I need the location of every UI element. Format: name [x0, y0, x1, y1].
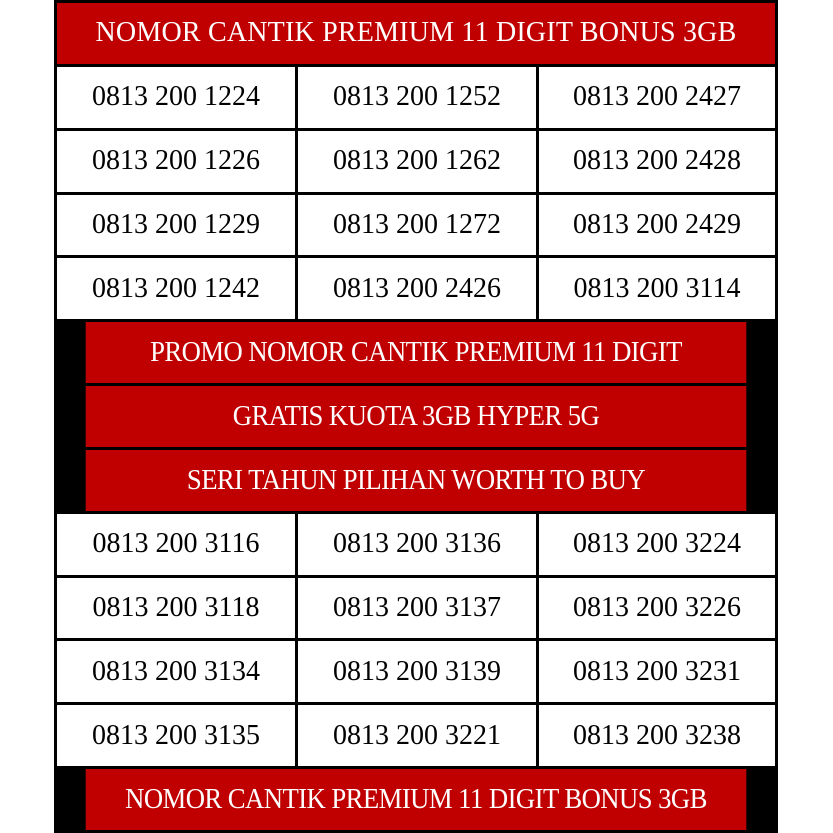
series-banner — [86, 450, 747, 511]
phone-number-cell: 0813 200 1262 — [298, 131, 536, 192]
phone-number-cell: 0813 200 3134 — [57, 641, 295, 702]
phone-number-cell: 0813 200 3226 — [539, 578, 775, 639]
phone-number-cell: 0813 200 3118 — [57, 578, 295, 639]
bonus-quota-banner-text: GRATIS KUOTA 3GB HYPER 5G — [232, 399, 600, 432]
phone-number-cell: 0813 200 1229 — [57, 195, 295, 256]
phone-number-cell: 0813 200 3139 — [298, 641, 536, 702]
phone-number-cell: 0813 200 1252 — [298, 67, 536, 128]
promo-banner — [86, 322, 747, 383]
footer-banner-text: NOMOR CANTIK PREMIUM 11 DIGIT BONUS 3GB — [125, 783, 707, 816]
number-listing-board — [54, 0, 778, 833]
phone-number-cell: 0813 200 2429 — [539, 195, 775, 256]
phone-number-cell: 0813 200 3224 — [539, 514, 775, 575]
phone-number-cell: 0813 200 2426 — [298, 258, 536, 319]
table-row — [57, 641, 775, 702]
phone-number-cell: 0813 200 3137 — [298, 578, 536, 639]
phone-number-cell: 0813 200 2427 — [539, 67, 775, 128]
bonus-quota-banner — [86, 386, 747, 447]
header-banner — [57, 3, 775, 64]
phone-number-cell: 0813 200 3116 — [57, 514, 295, 575]
table-row — [57, 514, 775, 575]
table-row — [57, 131, 775, 192]
phone-number-cell: 0813 200 3114 — [539, 258, 775, 319]
header-banner-text: NOMOR CANTIK PREMIUM 11 DIGIT BONUS 3GB — [95, 17, 737, 49]
phone-number-cell: 0813 200 3135 — [57, 705, 295, 766]
table-row — [57, 195, 775, 256]
phone-number-cell: 0813 200 3221 — [298, 705, 536, 766]
table-row — [57, 258, 775, 319]
table-row — [57, 67, 775, 128]
series-banner-text: SERI TAHUN PILIHAN WORTH TO BUY — [186, 463, 646, 496]
table-row — [57, 578, 775, 639]
phone-number-cell: 0813 200 1226 — [57, 131, 295, 192]
phone-number-cell: 0813 200 3238 — [539, 705, 775, 766]
promo-banner-text: PROMO NOMOR CANTIK PREMIUM 11 DIGIT — [150, 336, 682, 369]
phone-number-cell: 0813 200 1242 — [57, 258, 295, 319]
table-row — [57, 705, 775, 766]
phone-number-cell: 0813 200 2428 — [539, 131, 775, 192]
phone-number-cell: 0813 200 1272 — [298, 195, 536, 256]
phone-number-cell: 0813 200 1224 — [57, 67, 295, 128]
footer-banner — [86, 769, 747, 830]
phone-number-cell: 0813 200 3136 — [298, 514, 536, 575]
phone-number-cell: 0813 200 3231 — [539, 641, 775, 702]
